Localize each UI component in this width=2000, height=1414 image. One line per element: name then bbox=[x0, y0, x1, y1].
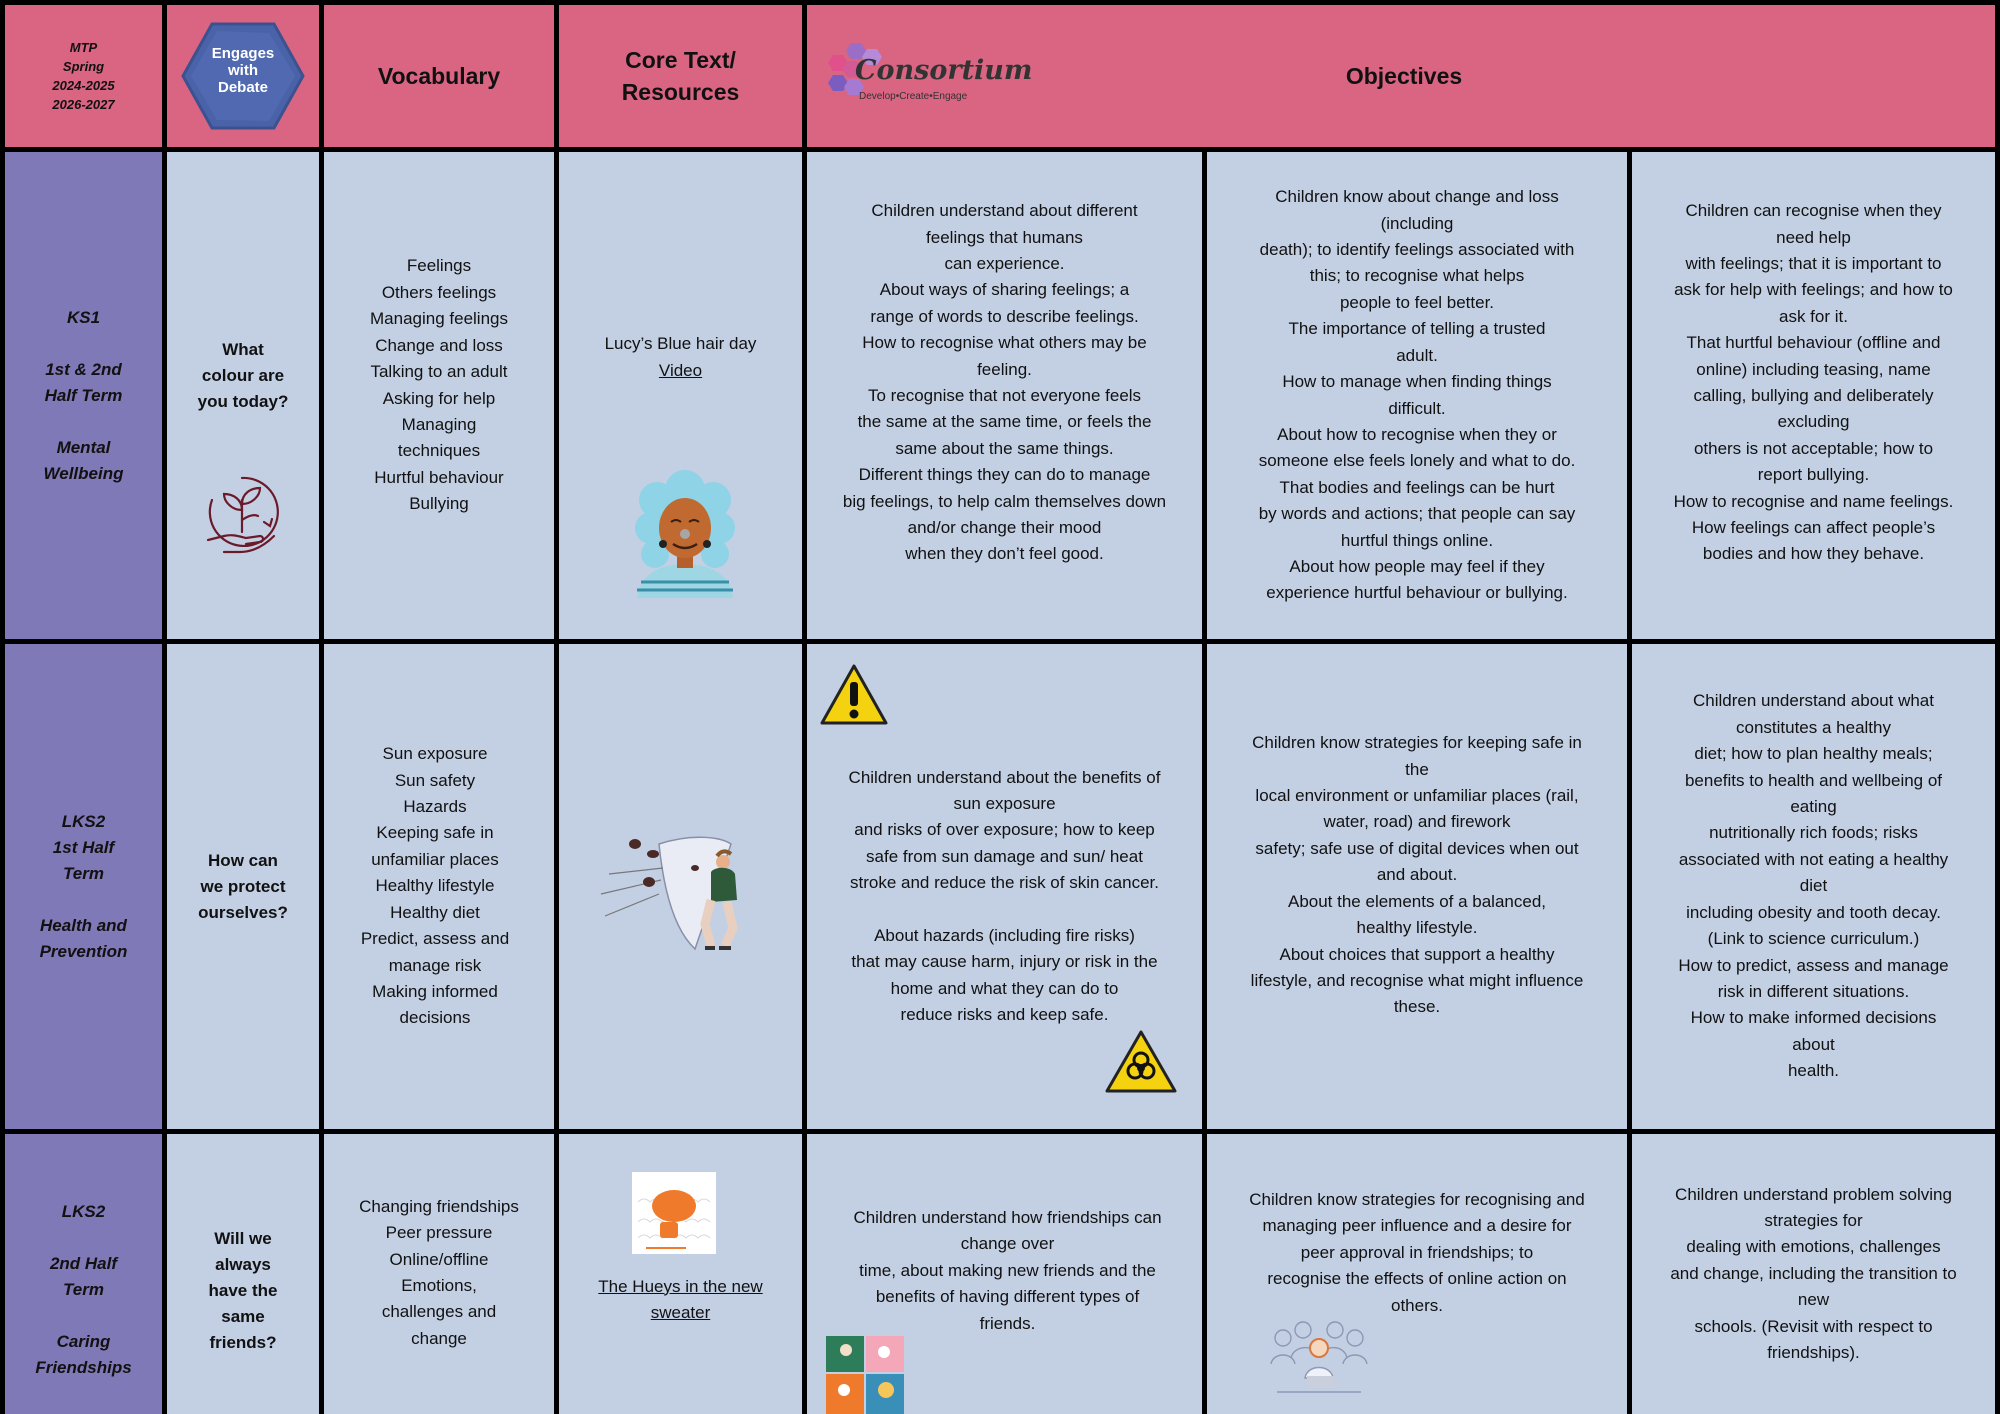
objective-line: difficult. bbox=[1388, 398, 1446, 418]
vocab-item: Healthy diet bbox=[390, 902, 480, 922]
objective-line: associated with not eating a healthy bbox=[1678, 849, 1949, 869]
stage-line: Caring bbox=[56, 1332, 111, 1351]
objective-line: reduce risks and keep safe. bbox=[900, 1004, 1109, 1024]
vocab-item: Others feelings bbox=[381, 282, 497, 302]
core-text-header bbox=[559, 5, 802, 147]
vocab-item: manage risk bbox=[388, 955, 482, 975]
objective-line: with feelings; that it is important to bbox=[1685, 253, 1942, 273]
objective-line: diet bbox=[1799, 876, 1828, 896]
objective-line: online) including teasing, name bbox=[1696, 359, 1931, 379]
resource-video-link[interactable]: Video bbox=[658, 360, 703, 380]
objective-line: time, about making new friends and the bbox=[859, 1260, 1156, 1280]
vocab-item: Hazards bbox=[403, 797, 467, 817]
objective-line: About how people may feel if they bbox=[1289, 556, 1545, 576]
question-line: same bbox=[221, 1307, 265, 1326]
vocab-item: Emotions, bbox=[401, 1276, 477, 1295]
vocab-item: Managing feelings bbox=[370, 309, 508, 329]
objective-cell bbox=[1632, 152, 1995, 639]
objective-line: experience hurtful behaviour or bullying. bbox=[1266, 583, 1568, 603]
badge-line: Engages bbox=[211, 45, 275, 62]
objective-line: How to manage when finding things bbox=[1282, 372, 1552, 392]
objective-line: feeling. bbox=[977, 359, 1032, 379]
vocab-item: Changing friendships bbox=[359, 1196, 519, 1216]
objective-line: can experience. bbox=[944, 253, 1065, 273]
objective-line: calling, bullying and deliberately bbox=[1693, 386, 1934, 405]
objective-line: these. bbox=[1393, 997, 1441, 1017]
objective-line: About how to recognise when they or bbox=[1277, 424, 1557, 444]
biohazard-icon bbox=[1105, 1030, 1177, 1094]
objective-line: local environment or unfamiliar places (rail, bbox=[1255, 786, 1579, 806]
stage-cell bbox=[5, 152, 162, 639]
friends-collage-icon bbox=[826, 1336, 910, 1414]
vocabulary-title: Vocabulary bbox=[377, 63, 501, 89]
objective-line: peer approval in friendships; to bbox=[1300, 1242, 1534, 1262]
objective-line: How to recognise what others may be bbox=[862, 333, 1147, 353]
vocab-item: unfamiliar places bbox=[371, 849, 499, 869]
objective-line: healthy lifestyle. bbox=[1356, 918, 1478, 938]
vocab-item: Bullying bbox=[409, 494, 469, 514]
objective-line: How feelings can affect people’s bbox=[1691, 518, 1936, 538]
objective-line: adult. bbox=[1396, 345, 1438, 365]
objective-line: About the elements of a balanced, bbox=[1287, 891, 1546, 911]
resource-cell bbox=[559, 644, 802, 1129]
objective-line: home and what they can do to bbox=[890, 978, 1119, 998]
badge-line: Debate bbox=[217, 79, 269, 96]
objective-cell bbox=[1632, 1134, 1995, 1414]
stage-line: Term bbox=[63, 1280, 104, 1299]
question-line: friends? bbox=[209, 1333, 277, 1352]
objective-line: same about the same things. bbox=[895, 438, 1114, 458]
vocab-item: Asking for help bbox=[382, 388, 496, 408]
stage-cell bbox=[5, 1134, 162, 1414]
objective-line: feelings that humans bbox=[926, 227, 1083, 247]
core-text-title-line: Core Text/ bbox=[625, 47, 736, 73]
objective-line: Children know strategies for recognising and bbox=[1249, 1189, 1585, 1209]
objective-line: risk in different situations. bbox=[1717, 981, 1910, 1001]
vocab-item: Keeping safe in bbox=[376, 823, 494, 843]
stage-line: 2nd Half bbox=[49, 1254, 118, 1273]
objective-cell bbox=[807, 644, 1202, 1129]
badge-line: with bbox=[228, 62, 258, 79]
meta-line: MTP bbox=[69, 40, 98, 55]
objective-line: Children understand how friendships can bbox=[853, 1207, 1162, 1227]
vocab-item: Feelings bbox=[406, 256, 472, 276]
objective-line: Children understand about different bbox=[871, 201, 1138, 221]
stage-line: 1st & 2nd bbox=[45, 359, 122, 379]
vocab-item: techniques bbox=[397, 441, 481, 461]
objective-line: big feelings, to help calm themselves down bbox=[842, 491, 1167, 511]
objective-line: (Link to science curriculum.) bbox=[1707, 929, 1920, 949]
objective-cell bbox=[1207, 1134, 1627, 1414]
objective-line: friendships). bbox=[1767, 1343, 1860, 1363]
stage-line: Term bbox=[63, 863, 104, 883]
debate-badge-cell bbox=[167, 5, 319, 147]
question-line: you today? bbox=[197, 391, 289, 411]
objective-line: people to feel better. bbox=[1339, 292, 1495, 312]
vocab-item: Talking to an adult bbox=[370, 362, 508, 382]
vocab-item: Sun safety bbox=[394, 770, 476, 790]
stage-line: Friendships bbox=[35, 1358, 132, 1377]
objective-line: others is not acceptable; how to bbox=[1693, 438, 1934, 458]
objective-line: including obesity and tooth decay. bbox=[1686, 902, 1941, 922]
objective-line: managing peer influence and a desire for bbox=[1262, 1216, 1572, 1236]
objective-line: others. bbox=[1391, 1295, 1443, 1315]
objective-line: How to recognise and name feelings. bbox=[1673, 491, 1954, 511]
question-line: How can bbox=[208, 850, 278, 870]
meta-line: 2026-2027 bbox=[52, 97, 115, 112]
objective-line: schools. (Revisit with respect to bbox=[1694, 1316, 1933, 1336]
girl-blue-hair-icon bbox=[627, 470, 743, 598]
question-line: Will we bbox=[214, 1229, 272, 1248]
objective-line: lifestyle, and recognise what might influence bbox=[1250, 970, 1584, 990]
question-cell bbox=[167, 1134, 319, 1414]
vocab-item: decisions bbox=[399, 1008, 471, 1028]
objective-line: ask for it. bbox=[1779, 306, 1848, 326]
objective-line: (including bbox=[1380, 213, 1454, 233]
objective-line: dealing with emotions, challenges bbox=[1686, 1237, 1941, 1257]
objective-cell bbox=[807, 152, 1202, 639]
objective-line: by words and actions; that people can say bbox=[1258, 504, 1576, 524]
vocab-item: Online/offline bbox=[389, 1249, 489, 1269]
objectives-title: Objectives bbox=[1345, 63, 1463, 89]
question-line: have the bbox=[208, 1281, 278, 1300]
stage-line: LKS2 bbox=[61, 811, 106, 831]
stage-line: 1st Half bbox=[52, 837, 115, 857]
objective-line: strategies for bbox=[1764, 1210, 1863, 1230]
objective-line: That hurtful behaviour (offline and bbox=[1686, 333, 1941, 353]
objective-line: new bbox=[1797, 1290, 1830, 1310]
objective-line: safe from sun damage and sun/ heat bbox=[866, 846, 1143, 866]
question-line: we protect bbox=[200, 876, 286, 896]
objective-line: Children know strategies for keeping safe in bbox=[1252, 733, 1582, 753]
question-line: colour are bbox=[201, 365, 285, 385]
objective-line: health. bbox=[1787, 1061, 1840, 1081]
vocab-item: Sun exposure bbox=[382, 744, 488, 764]
objective-line: and risks of over exposure; how to keep bbox=[854, 820, 1155, 840]
objective-line: The importance of telling a trusted bbox=[1288, 319, 1546, 339]
objective-line: range of words to describe feelings. bbox=[870, 306, 1139, 326]
person-shielding-icon bbox=[599, 824, 749, 954]
objective-line: Children understand about what bbox=[1692, 691, 1934, 711]
objective-line: report bullying. bbox=[1757, 465, 1870, 485]
meta-line: 2024-2025 bbox=[52, 78, 115, 93]
vocabulary-cell bbox=[324, 644, 554, 1129]
logo-name: Consortium bbox=[855, 55, 1033, 86]
vocab-item: Predict, assess and bbox=[360, 929, 510, 949]
resource-book-link[interactable]: The Hueys in the new bbox=[598, 1276, 763, 1296]
objective-line: To recognise that not everyone feels bbox=[867, 386, 1142, 405]
plant-in-hand-icon bbox=[202, 470, 282, 565]
objective-line: this; to recognise what helps bbox=[1309, 266, 1525, 286]
objective-line: eating bbox=[1790, 797, 1837, 817]
group-laptop-icon bbox=[1267, 1318, 1371, 1398]
meta-cell bbox=[5, 5, 162, 147]
objective-line: nutritionally rich foods; risks bbox=[1709, 823, 1918, 843]
book-cover-icon bbox=[632, 1172, 716, 1254]
stage-line: Mental bbox=[56, 437, 111, 457]
objective-line: that may cause harm, injury or risk in the bbox=[851, 952, 1158, 972]
objective-line: need help bbox=[1776, 227, 1851, 247]
vocab-item: Managing bbox=[401, 414, 477, 434]
objective-line: How to predict, assess and manage bbox=[1678, 955, 1949, 975]
objective-line: the bbox=[1405, 759, 1429, 779]
stage-line: LKS2 bbox=[61, 1202, 106, 1221]
objectives-header bbox=[807, 5, 1995, 147]
objective-cell bbox=[1207, 152, 1627, 639]
objective-line: hurtful things online. bbox=[1340, 530, 1494, 550]
meta-text bbox=[52, 38, 114, 114]
objective-line: ask for help with feelings; and how to bbox=[1674, 280, 1953, 300]
vocabulary-cell bbox=[324, 152, 554, 639]
stage-line: Health and bbox=[40, 915, 127, 935]
vocab-item: change bbox=[411, 1328, 467, 1348]
question-cell bbox=[167, 644, 319, 1129]
objective-line: the same at the same time, or feels the bbox=[857, 412, 1152, 432]
objective-line: friends. bbox=[979, 1313, 1036, 1333]
objective-line: Children know about change and loss bbox=[1275, 187, 1559, 207]
objective-line: and change, including the transition to bbox=[1670, 1263, 1957, 1283]
objective-line: Children can recognise when they bbox=[1685, 201, 1942, 221]
objective-line: about bbox=[1792, 1034, 1835, 1054]
hexagon-badge-icon bbox=[181, 21, 305, 131]
objective-line: diet; how to plan healthy meals; bbox=[1694, 744, 1933, 764]
objective-line: sun exposure bbox=[953, 794, 1056, 814]
stage-cell bbox=[5, 644, 162, 1129]
vocab-item: challenges and bbox=[381, 1302, 497, 1322]
stage-line: KS1 bbox=[66, 307, 101, 327]
question-line: always bbox=[215, 1255, 271, 1274]
logo-tagline: Develop•Create•Engage bbox=[859, 91, 968, 102]
question-cell bbox=[167, 152, 319, 639]
resource-book-link[interactable]: sweater bbox=[650, 1303, 711, 1322]
objective-line: recognise the effects of online action on bbox=[1267, 1269, 1567, 1289]
stage-line: Wellbeing bbox=[43, 463, 124, 483]
objective-line: About choices that support a healthy bbox=[1279, 944, 1555, 964]
objective-line: stroke and reduce the risk of skin cancer. bbox=[849, 873, 1159, 893]
objective-line: benefits to health and wellbeing of bbox=[1684, 770, 1943, 790]
objective-line: How to make informed decisions bbox=[1690, 1008, 1937, 1028]
vocab-item: Peer pressure bbox=[385, 1223, 493, 1243]
objective-line: excluding bbox=[1777, 412, 1850, 432]
objective-line: bodies and how they behave. bbox=[1702, 544, 1925, 564]
objective-line: when they don’t feel good. bbox=[905, 544, 1104, 564]
stage-line: Half Term bbox=[44, 385, 123, 405]
vocab-item: Healthy lifestyle bbox=[375, 876, 495, 896]
objective-line: benefits of having different types of bbox=[875, 1287, 1140, 1307]
vocab-item: Hurtful behaviour bbox=[374, 467, 504, 487]
resource-cell bbox=[559, 152, 802, 639]
consortium-logo bbox=[825, 41, 1033, 111]
objective-line: and about. bbox=[1376, 865, 1458, 885]
question-line: ourselves? bbox=[198, 902, 288, 922]
objective-line: someone else feels lonely and what to do. bbox=[1258, 451, 1576, 471]
meta-line: Spring bbox=[62, 59, 105, 74]
warning-icon bbox=[820, 664, 888, 726]
stage-line: Prevention bbox=[39, 941, 128, 961]
objective-line: Children understand problem solving bbox=[1675, 1184, 1952, 1204]
vocabulary-header bbox=[324, 5, 554, 147]
objective-line: safety; safe use of digital devices when out bbox=[1255, 838, 1579, 858]
objective-cell bbox=[1207, 644, 1627, 1129]
objective-line: Children understand about the benefits of bbox=[848, 767, 1161, 787]
objective-line: About ways of sharing feelings; a bbox=[879, 280, 1130, 300]
objective-line: About hazards (including fire risks) bbox=[874, 925, 1135, 945]
objective-line: water, road) and firework bbox=[1323, 812, 1511, 832]
vocabulary-cell bbox=[324, 1134, 554, 1414]
objective-line: constitutes a healthy bbox=[1736, 717, 1891, 737]
core-text-title-line: Resources bbox=[621, 79, 740, 105]
objective-cell bbox=[807, 1134, 1202, 1414]
objective-line: death); to identify feelings associated with bbox=[1259, 240, 1575, 260]
objective-line: That bodies and feelings can be hurt bbox=[1279, 477, 1555, 497]
vocab-item: Change and loss bbox=[375, 335, 503, 355]
resource-cell bbox=[559, 1134, 802, 1414]
vocab-item: Making informed bbox=[372, 981, 498, 1001]
objective-line: change over bbox=[960, 1234, 1055, 1254]
objective-cell bbox=[1632, 644, 1995, 1129]
objective-line: and/or change their mood bbox=[907, 518, 1102, 538]
question-line: What bbox=[222, 339, 264, 359]
objective-line: Different things they can do to manage bbox=[858, 465, 1151, 485]
resource-title: Lucy’s Blue hair day bbox=[604, 334, 757, 354]
